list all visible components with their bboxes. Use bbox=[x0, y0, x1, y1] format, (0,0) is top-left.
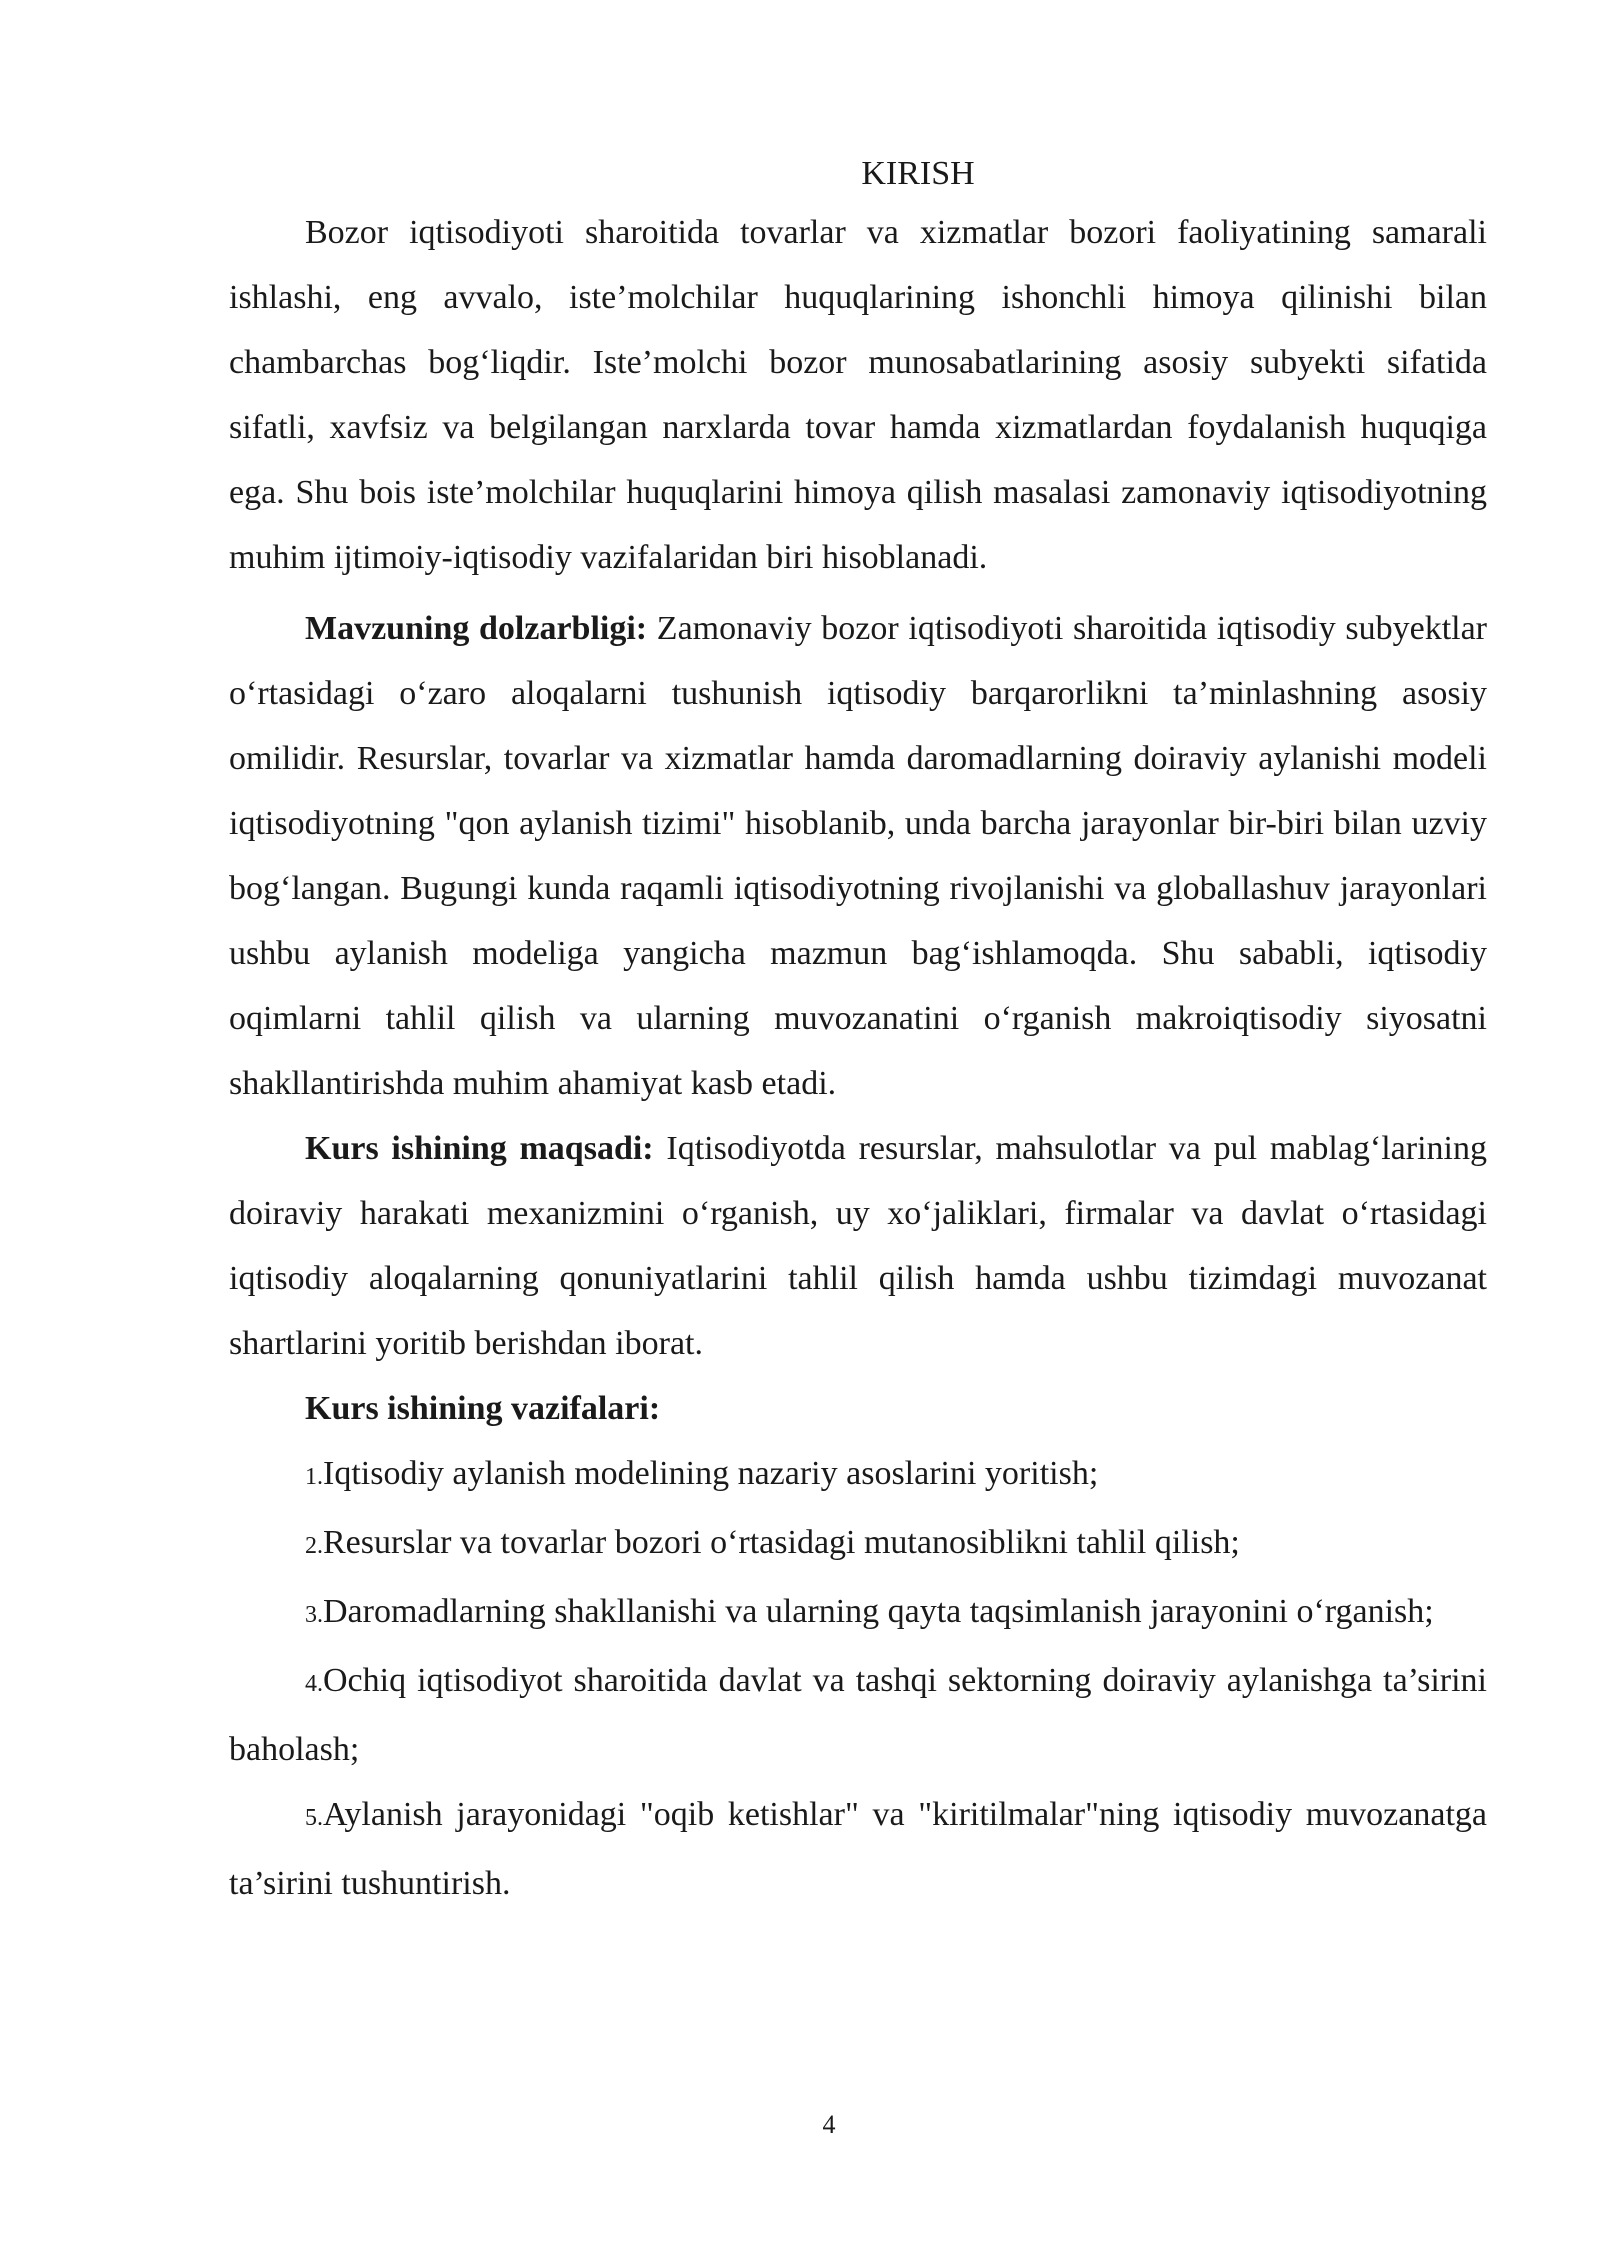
task-number: 3. bbox=[305, 1602, 323, 1628]
task-item-3 bbox=[229, 1579, 1487, 1648]
task-number: 5. bbox=[305, 1805, 323, 1831]
page-title: KIRISH bbox=[861, 155, 975, 192]
task-item-5 bbox=[229, 1782, 1487, 1916]
document-page bbox=[229, 148, 1487, 1916]
task-text: Daromadlarning shakllanishi va ularning qayta taqsimlanish jarayonini o‘rganish; bbox=[323, 1593, 1434, 1630]
page-number: 4 bbox=[822, 2110, 836, 2139]
goal-label: Kurs ishining maqsadi: bbox=[305, 1130, 654, 1167]
task-item-2 bbox=[229, 1510, 1487, 1579]
task-number: 1. bbox=[305, 1464, 323, 1490]
task-text: Iqtisodiy aylanish modelining nazariy asoslarini yoritish; bbox=[323, 1455, 1099, 1492]
tasks-heading: Kurs ishining vazifalari: bbox=[305, 1390, 661, 1427]
goal-text: Iqtisodiyotda resurslar, mahsulotlar va pul mablag‘larining doiraviy harakati mexanizmini o‘rganish, uy xo‘jaliklari, firmalar va davlat o‘rtasidagi iqtisodiy aloqalarning qonuniyatlarini tahlil qilish hamda ushbu tizimdagi muvozanat shartlarini yoritib berishdan iborat. bbox=[229, 1130, 1487, 1362]
relevance-text: Zamonaviy bozor iqtisodiyoti sharoitida iqtisodiy subyektlar o‘rtasidagi o‘zaro aloqalarni tushunish iqtisodiy barqarorlikni ta’minlashning asosiy omilidir. Resurslar, tovarlar va xizmatlar hamda daromadlarning doiraviy aylanishi modeli iqtisodiyotning "qon aylanish tizimi" hisoblanib, unda barcha jarayonlar bir-biri bilan uzviy bog‘langan. Bugungi kunda raqamli iqtisodiyotning rivojlanishi va globallashuv jarayonlari ushbu aylanish modeliga yangicha mazmun bag‘ishlamoqda. Shu sababli, iqtisodiy oqimlarni tahlil qilish va ularning muvozanatini o‘rganish makroiqtisodiy siyosatni shakllantirishda muhim ahamiyat kasb etadi. bbox=[229, 610, 1488, 1102]
task-text: Ochiq iqtisodiyot sharoitida davlat va tashqi sektorning doiraviy aylanishga ta’sirini baholash; bbox=[229, 1662, 1487, 1768]
relevance-paragraph bbox=[229, 596, 1487, 1116]
task-text: Aylanish jarayonidagi "oqib ketishlar" va "kiritilmalar"ning iqtisodiy muvozanatga ta’sirini tushuntirish. bbox=[229, 1796, 1487, 1902]
intro-paragraph: Bozor iqtisodiyoti sharoitida tovarlar va xizmatlar bozori faoliyatining samarali ishlashi, eng avvalo, iste’molchilar huquqlarining ishonchli himoya qilinishi bilan chambarchas bog‘liqdir. Iste’molchi bozor munosabatlarining asosiy subyekti sifatida sifatli, xavfsiz va belgilangan narxlarda tovar hamda xizmatlardan foydalanish huquqiga ega. Shu bois iste’molchilar huquqlarini himoya qilish masalasi zamonaviy iqtisodiyotning muhim ijtimoiy-iqtisodiy vazifalaridan biri hisoblanadi. bbox=[229, 214, 1487, 576]
goal-paragraph bbox=[229, 1116, 1487, 1376]
task-text: Resurslar va tovarlar bozori o‘rtasidagi mutanosiblikni tahlil qilish; bbox=[323, 1524, 1240, 1561]
task-number: 4. bbox=[305, 1671, 323, 1697]
task-number: 2. bbox=[305, 1533, 323, 1559]
task-item-4 bbox=[229, 1648, 1487, 1782]
task-item-1 bbox=[229, 1441, 1487, 1510]
relevance-label: Mavzuning dolzarbligi: bbox=[305, 610, 648, 647]
